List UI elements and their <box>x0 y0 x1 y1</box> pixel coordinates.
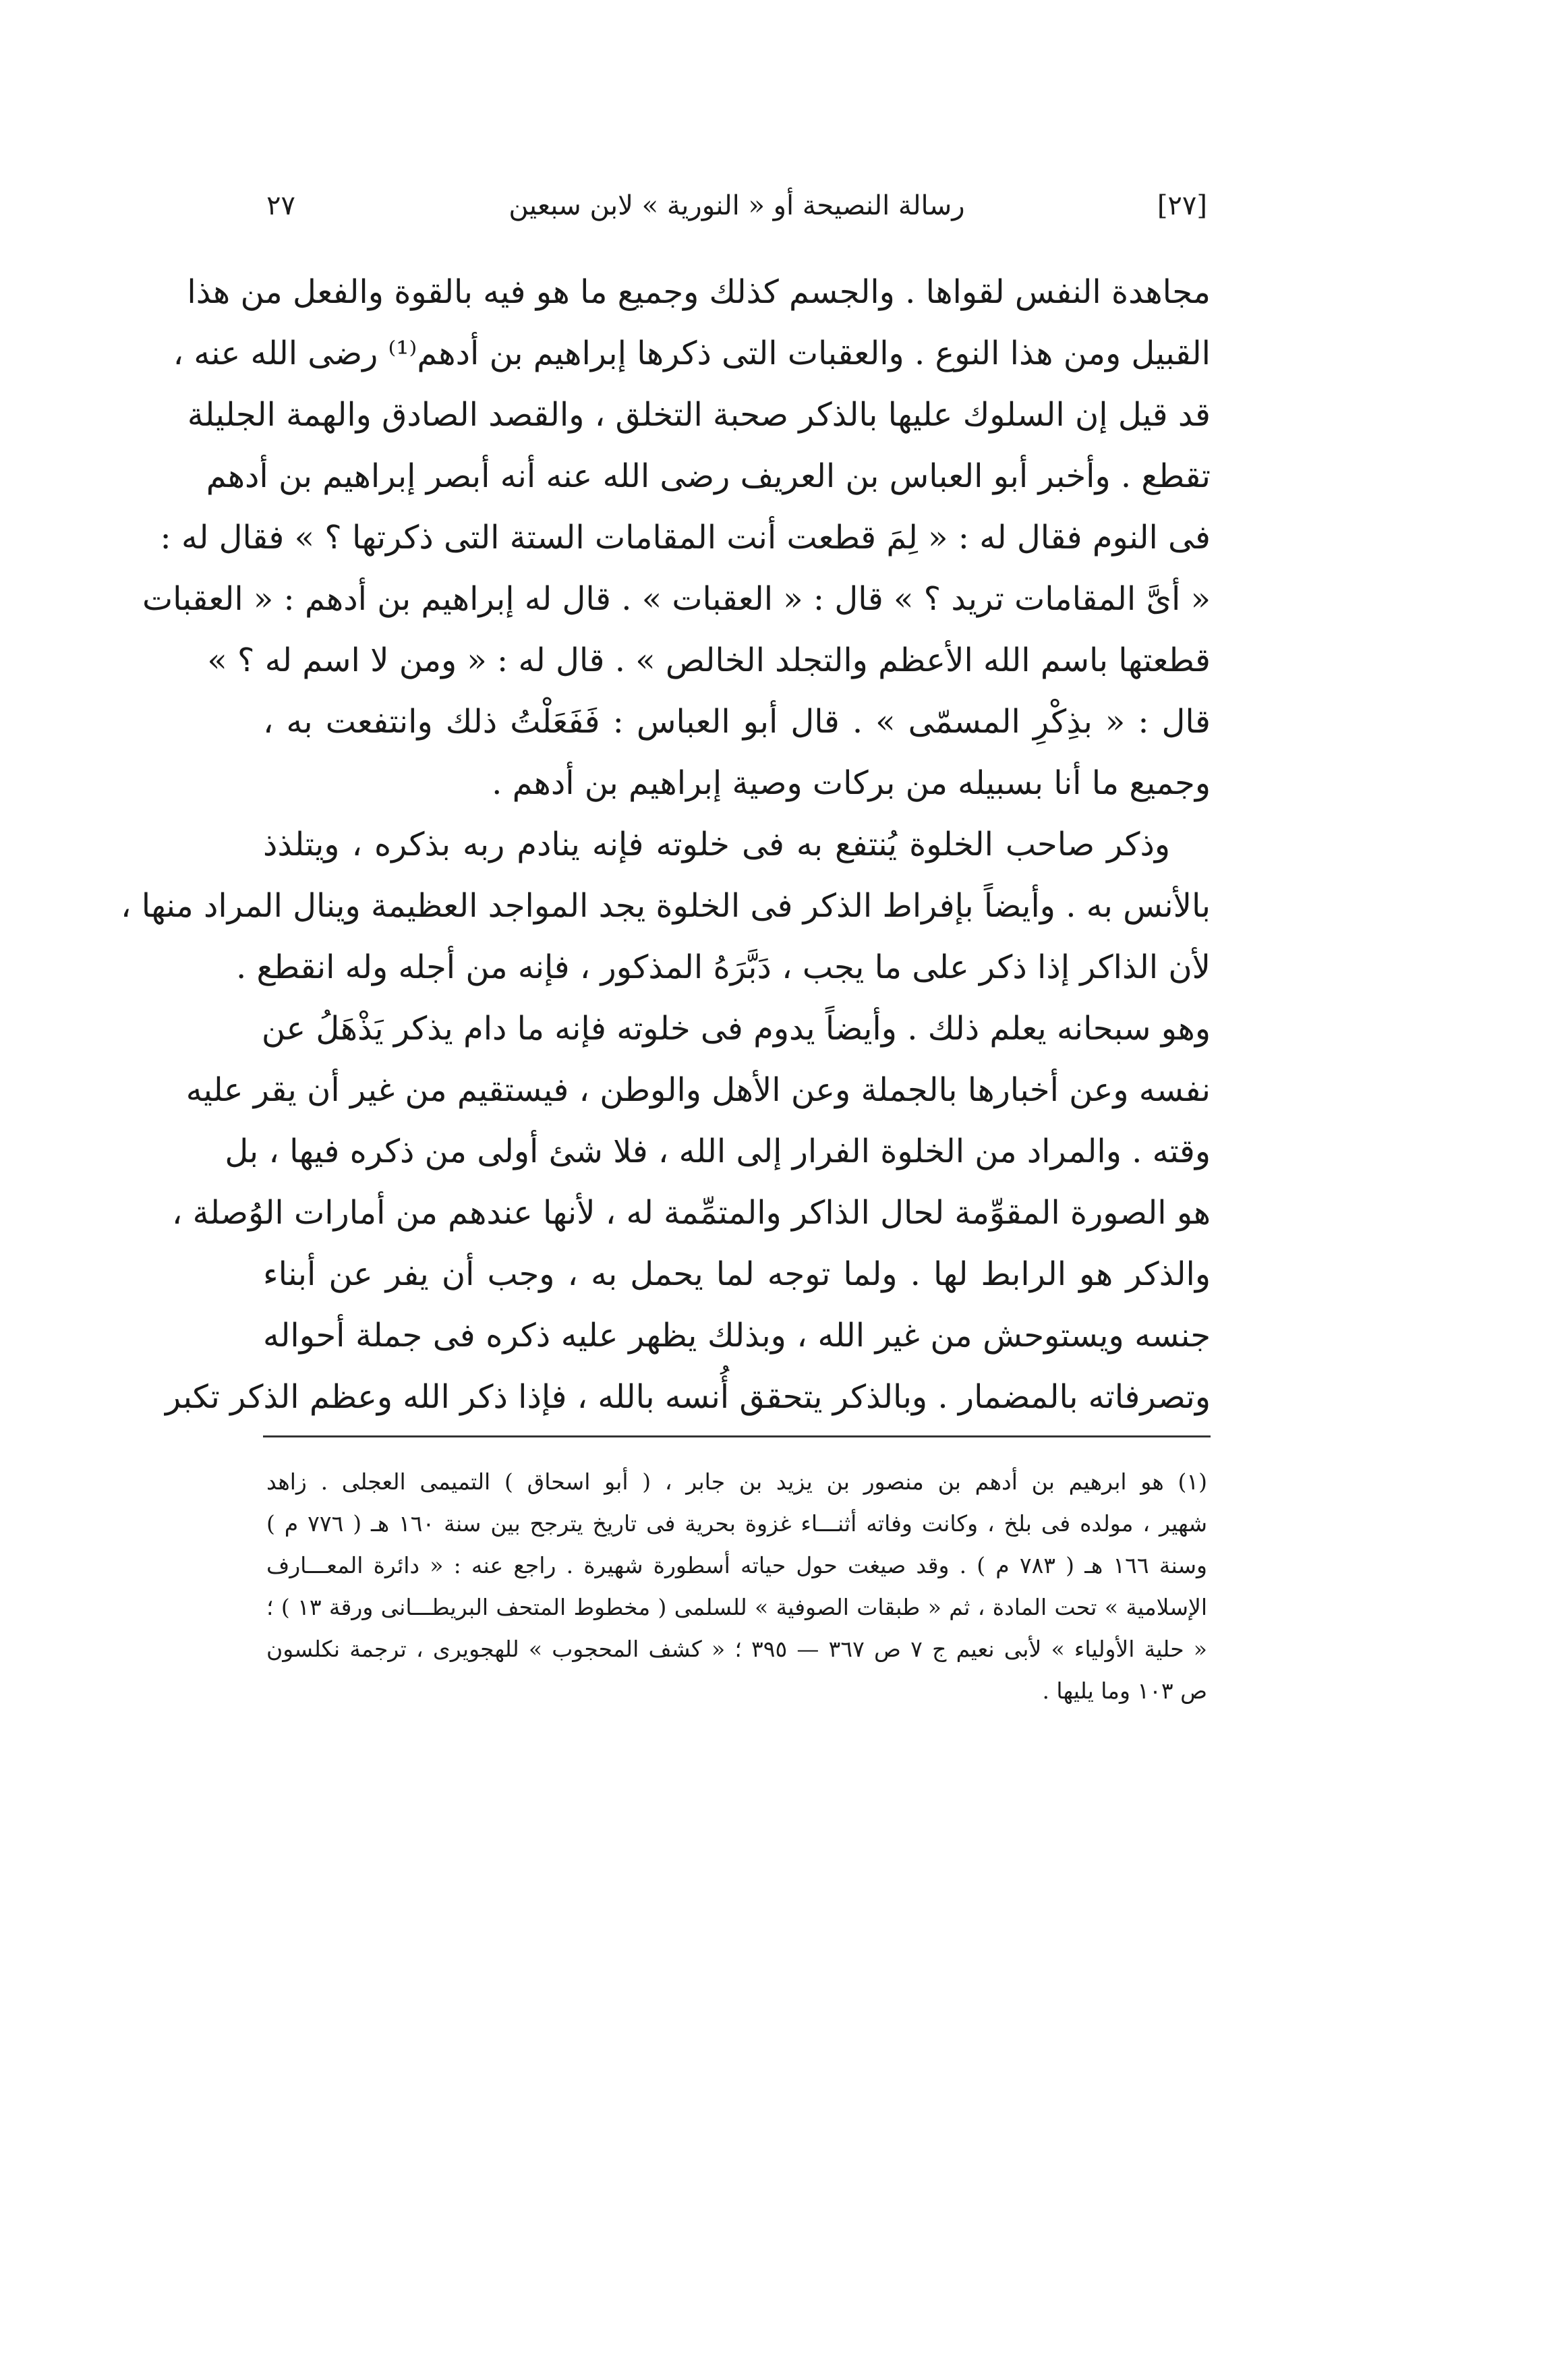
body-line-9: وجميع ما أنا بسبيله من بركات وصية إبراهيم بن أدهم . <box>492 764 1211 802</box>
body-line-16: هو الصورة المقوِّمة لحال الذاكر والمتمِّمة له ، لأنها عندهم من أمارات الوُصلة ، <box>171 1194 1211 1232</box>
body-line-18: جنسه ويستوحش من غير الله ، وبذلك يظهر عليه ذكره فى جملة أحواله <box>263 1317 1211 1354</box>
footnote-line-2: شهير ، مولده فى بلخ ، وكانت وفاته أثنـــاء غزوة بحرية فى تاريخ يترجح بين سنة ١٦٠ هـ ( ٧٧٦ م ) <box>266 1510 1207 1537</box>
body-line-19: وتصرفاته بالمضمار . وبالذكر يتحقق أُنسه بالله ، فإذا ذكر الله وعظم الذكر تكبر <box>165 1378 1211 1416</box>
body-line-17: والذكر هو الرابط لها . ولما توجه لما يحمل به ، وجب أن يفر عن أبناء <box>263 1255 1211 1293</box>
footnote-line-1: (١) هو ابرهيم بن أدهم بن منصور بن يزيد بن جابر ، ( أبو اسحاق ) التميمى العجلى . زاهد <box>266 1468 1207 1495</box>
body-line-10: وذكر صاحب الخلوة يُنتفع به فى خلوته فإنه ينادم ربه بذكره ، ويتلذذ <box>263 826 1170 863</box>
body-line-7: قطعتها باسم الله الأعظم والتجلد الخالص » . قال له : « ومن لا اسم له ؟ » <box>207 641 1211 679</box>
page-header <box>266 190 1207 244</box>
body-line-13: وهو سبحانه يعلم ذلك . وأيضاً يدوم فى خلوته فإنه ما دام يذكر يَذْهَلُ عن <box>261 1010 1211 1048</box>
page-number: ٢٧ <box>266 190 295 221</box>
body-line-8: قال : « بذِكْرِ المسمّى » . قال أبو العباس : فَفَعَلْتُ ذلك وانتفعت به ، <box>263 703 1211 741</box>
body-line-1: مجاهدة النفس لقواها . والجسم كذلك وجميع ما هو فيه بالقوة والفعل من هذا <box>187 273 1211 311</box>
body-line-14: نفسه وعن أخبارها بالجملة وعن الأهل والوطن ، فيستقيم من غير أن يقر عليه <box>185 1071 1211 1109</box>
body-line-11: بالأنس به . وأيضاً بإفراط الذكر فى الخلوة يجد المواجد العظيمة وينال المراد منها ، <box>121 887 1211 925</box>
main-text <box>121 266 1211 1420</box>
footnote-line-6: ص ١٠٣ وما يليها . <box>1042 1678 1207 1704</box>
body-line-4: تقطع . وأخبر أبو العباس بن العريف رضى الله عنه أنه أبصر إبراهيم بن أدهم <box>206 457 1211 495</box>
footnote-divider <box>263 1435 1211 1437</box>
body-line-12: لأن الذاكر إذا ذكر على ما يجب ، دَبَّرَهُ المذكور ، فإنه من أجله وله انقطع . <box>235 948 1211 986</box>
footnote-line-4: الإسلامية » تحت المادة ، ثم « طبقات الصوفية » للسلمى ( مخطوط المتحف البريطـــانى ورقة ١٣ ) ؛ <box>266 1594 1207 1620</box>
running-title: رسالة النصيحة أو « النورية » لابن سبعين <box>509 190 965 221</box>
footnotes <box>266 1464 1207 1734</box>
body-line-15: وقته . والمراد من الخلوة الفرار إلى الله ، فلا شئ أولى من ذكره فيها ، بل <box>225 1133 1211 1170</box>
footnote-line-3: وسنة ١٦٦ هـ ( ٧٨٣ م ) . وقد صيغت حول حياته أسطورة شهيرة . راجع عنه : « دائرة المعـــارف <box>266 1552 1207 1578</box>
body-line-6: « أىَّ المقامات تريد ؟ » قال : « العقبات » . قال له إبراهيم بن أدهم : « العقبات <box>142 580 1211 618</box>
body-line-3: قد قيل إن السلوك عليها بالذكر صحبة التخلق ، والقصد الصادق والهمة الجليلة <box>187 396 1211 434</box>
footnote-line-5: « حلية الأولياء » لأبى نعيم ج ٧ ص ٣٦٧ — ٣٩٥ ؛ « كشف المحجوب » للهجويرى ، ترجمة نكلسون <box>266 1636 1207 1662</box>
body-line-2: القبيل ومن هذا النوع . والعقبات التى ذكرها إبراهيم بن أدهم⁽¹⁾ رضى الله عنه ، <box>173 335 1211 372</box>
body-line-5: فى النوم فقال له : « لِمَ قطعت أنت المقامات الستة التى ذكرتها ؟ » فقال له : <box>160 519 1211 557</box>
bracket-page-number: [٢٧] <box>1157 190 1207 221</box>
